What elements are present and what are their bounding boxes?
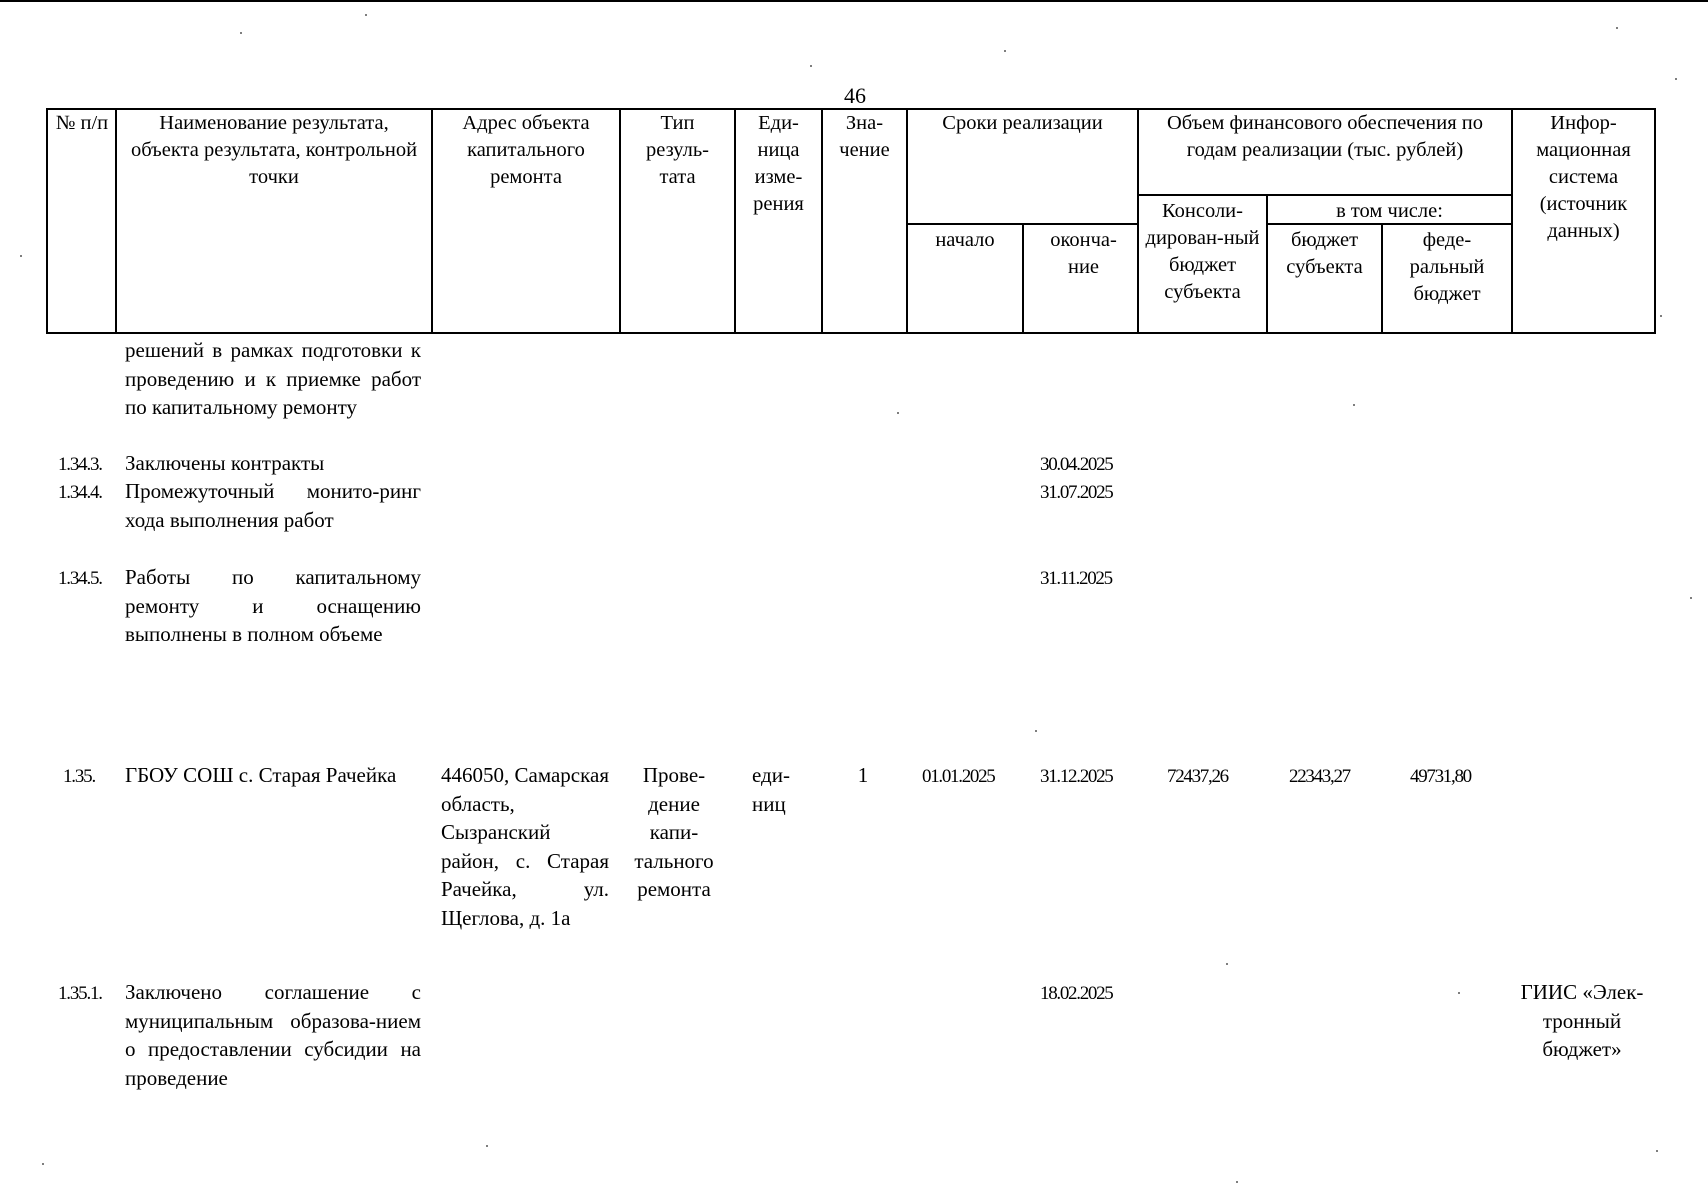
col-divider (906, 108, 908, 334)
header-subject-budget: бюджет субъекта (1286, 229, 1363, 278)
table-header (46, 108, 1656, 334)
row-unit: еди-ниц (752, 763, 790, 816)
row-value: 1 (857, 763, 869, 787)
header-num: № п/п (55, 112, 109, 134)
header-federal-budget: феде-ральный бюджет (1409, 229, 1485, 305)
row-end-date: 31.07.2025 (1040, 482, 1113, 503)
row-info-system: ГИИС «Элек-тронный бюджет» (1520, 980, 1644, 1061)
scan-speck (1236, 1181, 1238, 1183)
row-name: Заключено соглашение с муниципальным образова-нием о предоставлении субсидии на проведение (125, 980, 421, 1090)
row-name: Работы по капитальному ремонту и оснащению выполнены в полном объеме (125, 565, 421, 646)
row-end-date: 30.04.2025 (1040, 454, 1113, 475)
header-start: начало (935, 229, 995, 251)
row-number: 1.35. (63, 766, 96, 787)
page-number: 46 (844, 83, 866, 108)
scan-speck (1458, 992, 1460, 994)
row-subject-budget: 22343,27 (1289, 766, 1350, 787)
row-name: ГБОУ СОШ с. Старая Рачейка (125, 763, 397, 787)
header-including: в том числе: (1336, 200, 1443, 222)
row-name: Промежуточный монито-ринг хода выполнения работ (125, 479, 421, 532)
row-consolidated: 72437,26 (1167, 766, 1228, 787)
row-end-date: 31.12.2025 (1040, 766, 1113, 787)
scan-speck (1660, 315, 1662, 317)
header-unit: Еди-ница изме-рения (753, 112, 804, 215)
scan-speck (897, 412, 899, 414)
row-name: решений в рамках подготовки к проведению и к приемке работ по капитальному ремонту (125, 338, 421, 419)
row-end-date: 31.11.2025 (1040, 568, 1112, 589)
scan-speck (1675, 78, 1677, 80)
scan-speck (42, 1163, 44, 1165)
row-type: Прове-дение капи-тального ремонта (634, 763, 714, 901)
scan-speck (1353, 404, 1355, 406)
scan-speck (20, 255, 22, 257)
header-finance: Объем финансового обеспечения по годам реализации (тыс. рублей) (1166, 112, 1484, 161)
header-end: оконча-ние (1050, 229, 1117, 278)
row-address: 446050, Самарская область, Сызранский район, с. Старая Рачейка, ул. Щеглова, д. 1а (441, 763, 609, 930)
scan-edge-line (0, 0, 1708, 2)
header-value: Зна-чение (839, 112, 890, 161)
scan-speck (1690, 597, 1692, 599)
row-name: Заключены контракты (125, 451, 325, 475)
row-number: 1.35.1. (58, 983, 102, 1004)
row-number: 1.34.3. (58, 454, 102, 475)
header-terms: Сроки реализации (942, 112, 1103, 134)
row-number: 1.34.4. (58, 482, 102, 503)
scan-speck (1004, 50, 1006, 52)
scan-speck (486, 1145, 488, 1147)
row-start-date: 01.01.2025 (922, 766, 995, 787)
row-federal-budget: 49731,80 (1410, 766, 1471, 787)
row-end-date: 18.02.2025 (1040, 983, 1113, 1004)
scan-speck (365, 14, 367, 16)
scan-speck (240, 32, 242, 34)
scan-speck (1226, 963, 1228, 965)
header-address: Адрес объекта капитального ремонта (462, 112, 590, 188)
scan-speck (1656, 1150, 1658, 1152)
row-number: 1.34.5. (58, 568, 102, 589)
header-type: Тип резуль-тата (645, 112, 710, 188)
scan-speck (1035, 730, 1037, 732)
header-info-system: Инфор-мационная система (источник данных) (1536, 112, 1631, 242)
scan-speck (810, 65, 812, 67)
header-name: Наименование результата, объекта результата, контрольной точки (130, 112, 418, 188)
scan-speck (1616, 27, 1618, 29)
header-consolidated: Консоли-дирован-ный бюджет субъекта (1145, 200, 1260, 303)
